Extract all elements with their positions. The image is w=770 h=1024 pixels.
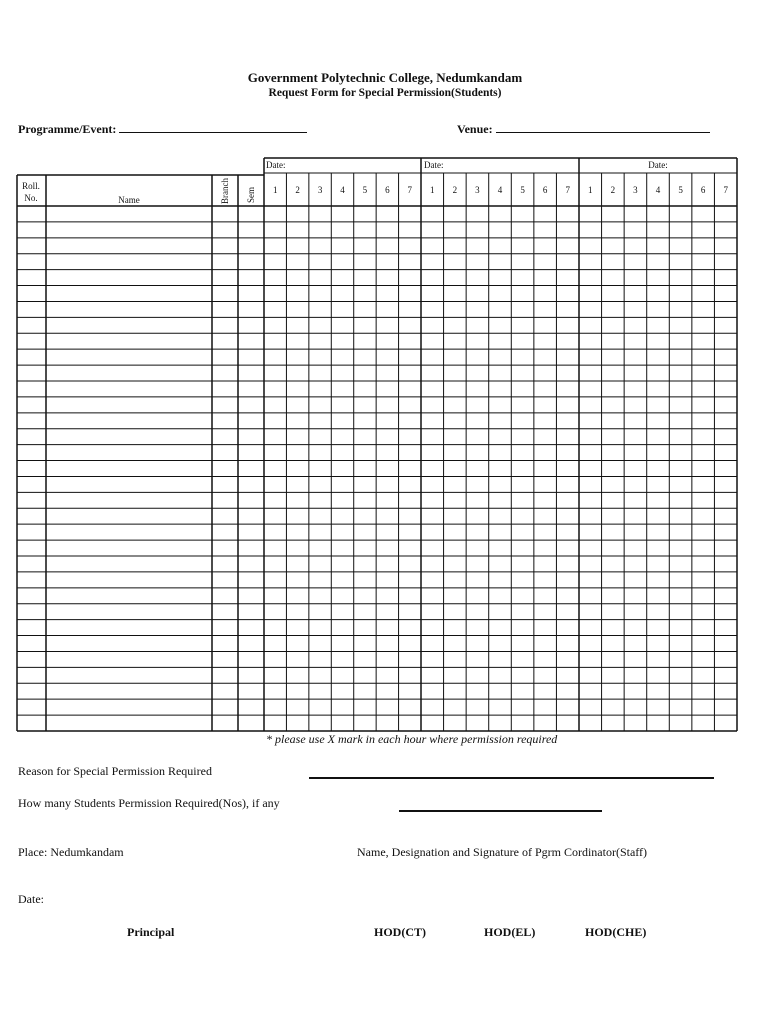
name-header: Name [118,195,140,205]
form-title: Request Form for Special Permission(Students) [268,87,502,99]
hour-label: 3 [475,185,480,195]
hour-label: 1 [272,185,278,195]
hour-label: 7 [565,185,570,195]
hour-label: 2 [452,185,458,195]
instruction-note: * please use X mark in each hour where permission required [266,732,558,746]
hour-label: 4 [655,185,661,195]
college-name: Government Polytechnic College, Nedumkandam [247,70,523,85]
hour-label: 2 [295,185,300,195]
roll-header: No. [24,193,38,203]
hour-label: 2 [610,185,616,195]
hour-label: 5 [520,185,525,195]
venue-label: Venue: [457,122,493,136]
date-label: Date: [424,160,444,170]
hour-label: 7 [723,185,728,195]
hour-label: 4 [340,185,345,195]
coordinator-label: Name, Designation and Signature of Pgrm Cordinator(Staff) [357,845,648,859]
roll-header: Roll. [22,181,40,191]
branch-header: Branch [220,178,230,204]
sem-header: Sem [246,186,256,204]
hour-label: 1 [588,185,593,195]
hour-label: 6 [700,185,706,195]
reason-label: Reason for Special Permission Required [18,764,212,778]
hour-label: 3 [317,185,323,195]
date-label: Date: [18,892,44,906]
date-label: Date: [266,160,286,170]
hour-label: 1 [430,185,435,195]
hour-label: 5 [362,185,368,195]
hour-label: 6 [542,185,548,195]
place-label: Place: Nedumkandam [18,845,124,859]
hour-label: 6 [385,185,390,195]
hour-label: 4 [497,185,503,195]
date-label: Date: [648,160,668,170]
hod-che-label: HOD(CHE) [585,925,647,939]
students-count-line[interactable] [399,810,602,812]
students-count-label: How many Students Permission Required(Nos), if any [18,796,280,810]
principal-label: Principal [127,925,175,939]
reason-line[interactable] [309,777,714,779]
hour-label: 3 [633,185,638,195]
hod-el-label: HOD(EL) [484,925,536,939]
programme-label: Programme/Event: [18,122,117,136]
hour-label: 7 [407,185,413,195]
hod-ct-label: HOD(CT) [374,925,426,939]
hour-label: 5 [678,185,683,195]
